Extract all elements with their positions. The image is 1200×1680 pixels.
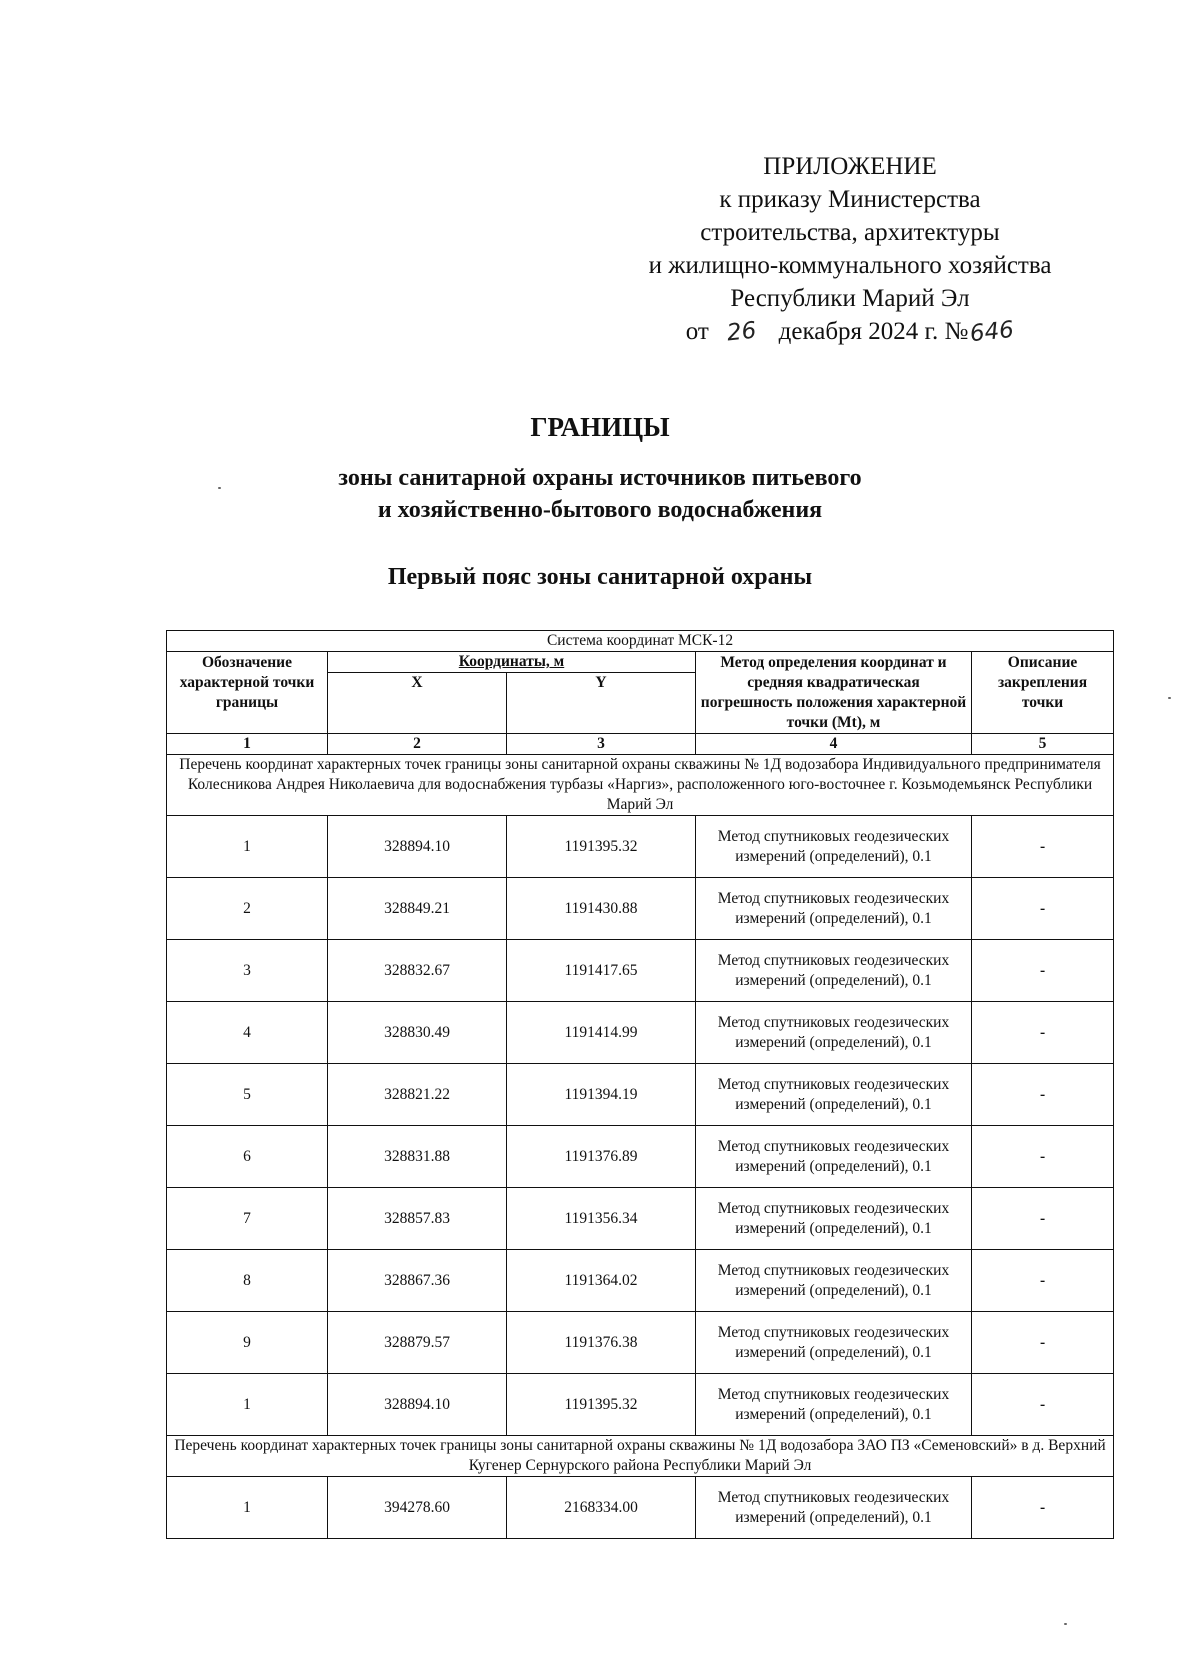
method-cell: Метод спутниковых геодезических измерений (определений), 0.1 xyxy=(696,1374,972,1436)
method-cell: Метод спутниковых геодезических измерений (определений), 0.1 xyxy=(696,1250,972,1312)
point-cell: 1 xyxy=(167,1374,328,1436)
y-coordinate-cell: 1191395.32 xyxy=(507,816,696,878)
method-cell: Метод спутниковых геодезических измерений (определений), 0.1 xyxy=(696,1002,972,1064)
header-coordinates: Координаты, м xyxy=(328,652,696,673)
y-coordinate-cell: 1191394.19 xyxy=(507,1064,696,1126)
description-cell: - xyxy=(972,1188,1114,1250)
point-cell: 6 xyxy=(167,1126,328,1188)
description-cell: - xyxy=(972,940,1114,1002)
column-number-row xyxy=(167,734,1114,755)
y-coordinate-cell: 1191376.89 xyxy=(507,1126,696,1188)
method-cell: Метод спутниковых геодезических измерений (определений), 0.1 xyxy=(696,1477,972,1539)
coord-system-row xyxy=(167,631,1114,652)
x-coordinate-cell: 328867.36 xyxy=(328,1250,507,1312)
date-prefix: от xyxy=(685,318,709,345)
document-title: ГРАНИЦЫ xyxy=(530,412,670,442)
handwritten-day: 26 xyxy=(725,317,758,347)
section-row xyxy=(167,1436,1114,1477)
table-row xyxy=(167,1312,1114,1374)
description-cell: - xyxy=(972,1126,1114,1188)
header-designation: Обозначение характерной точки границы xyxy=(167,652,328,734)
appendix-line-2: строительства, архитектуры xyxy=(700,219,1000,246)
x-coordinate-cell: 328831.88 xyxy=(328,1126,507,1188)
description-cell: - xyxy=(972,1064,1114,1126)
header-method: Метод определения координат и средняя квадратическая погрешность положения характерной точки (Mt), м xyxy=(696,652,972,734)
section-title: Перечень координат характерных точек границы зоны санитарной охраны скважины № 1Д водозабора ЗАО ПЗ «Семеновский» в д. Верхний Кугенер Сернурского района Республики Марий Эл xyxy=(167,1436,1114,1477)
y-coordinate-cell: 1191430.88 xyxy=(507,878,696,940)
table-row xyxy=(167,878,1114,940)
y-coordinate-cell: 1191364.02 xyxy=(507,1250,696,1312)
x-coordinate-cell: 328879.57 xyxy=(328,1312,507,1374)
method-cell: Метод спутниковых геодезических измерений (определений), 0.1 xyxy=(696,816,972,878)
section-row xyxy=(167,755,1114,816)
document-subtitle xyxy=(0,462,1200,526)
y-coordinate-cell: 1191356.34 xyxy=(507,1188,696,1250)
table-row xyxy=(167,1126,1114,1188)
x-coordinate-cell: 328832.67 xyxy=(328,940,507,1002)
description-cell: - xyxy=(972,1477,1114,1539)
method-cell: Метод спутниковых геодезических измерений (определений), 0.1 xyxy=(696,1126,972,1188)
description-cell: - xyxy=(972,1312,1114,1374)
appendix-block xyxy=(590,150,1110,349)
point-cell: 3 xyxy=(167,940,328,1002)
method-cell: Метод спутниковых геодезических измерений (определений), 0.1 xyxy=(696,1188,972,1250)
point-cell: 9 xyxy=(167,1312,328,1374)
appendix-line-1: к приказу Министерства xyxy=(719,186,981,213)
description-cell: - xyxy=(972,878,1114,940)
y-coordinate-cell: 1191376.38 xyxy=(507,1312,696,1374)
column-number: 3 xyxy=(507,734,696,755)
section-title: Перечень координат характерных точек границы зоны санитарной охраны скважины № 1Д водозабора Индивидуального предпринимателя Колесникова Андрея Николаевича для водоснабжения турбазы «Наргиз», расположенного юго-восточнее г. Козьмодемьянск Республики Марий Эл xyxy=(167,755,1114,816)
y-coordinate-cell: 1191414.99 xyxy=(507,1002,696,1064)
header-x: X xyxy=(328,673,507,734)
table-row xyxy=(167,1250,1114,1312)
table-row xyxy=(167,1477,1114,1539)
method-cell: Метод спутниковых геодезических измерений (определений), 0.1 xyxy=(696,878,972,940)
section-heading: Первый пояс зоны санитарной охраны xyxy=(387,564,813,590)
y-coordinate-cell: 1191395.32 xyxy=(507,1374,696,1436)
handwritten-order-number: 646 xyxy=(969,316,1016,348)
column-number: 1 xyxy=(167,734,328,755)
header-y: Y xyxy=(507,673,696,734)
coord-system-label: Система координат МСК-12 xyxy=(167,631,1114,652)
x-coordinate-cell: 328857.83 xyxy=(328,1188,507,1250)
point-cell: 8 xyxy=(167,1250,328,1312)
date-rest: декабря 2024 г. № xyxy=(778,318,969,345)
appendix-line-3: и жилищно-коммунального хозяйства xyxy=(648,252,1052,279)
x-coordinate-cell: 328894.10 xyxy=(328,816,507,878)
description-cell: - xyxy=(972,1250,1114,1312)
table-row xyxy=(167,1374,1114,1436)
method-cell: Метод спутниковых геодезических измерений (определений), 0.1 xyxy=(696,940,972,1002)
table-row xyxy=(167,816,1114,878)
appendix-line-4: Республики Марий Эл xyxy=(730,285,970,312)
y-coordinate-cell: 2168334.00 xyxy=(507,1477,696,1539)
scan-speck xyxy=(1168,697,1171,699)
header-description: Описание закрепления точки xyxy=(972,652,1114,734)
point-cell: 4 xyxy=(167,1002,328,1064)
scan-speck xyxy=(218,487,221,489)
point-cell: 1 xyxy=(167,1477,328,1539)
x-coordinate-cell: 328821.22 xyxy=(328,1064,507,1126)
x-coordinate-cell: 394278.60 xyxy=(328,1477,507,1539)
point-cell: 2 xyxy=(167,878,328,940)
description-cell: - xyxy=(972,816,1114,878)
appendix-title: ПРИЛОЖЕНИЕ xyxy=(763,153,937,180)
subtitle-line-2: и хозяйственно-бытового водоснабжения xyxy=(377,497,823,523)
method-cell: Метод спутниковых геодезических измерений (определений), 0.1 xyxy=(696,1312,972,1374)
table-row xyxy=(167,1002,1114,1064)
x-coordinate-cell: 328849.21 xyxy=(328,878,507,940)
point-cell: 5 xyxy=(167,1064,328,1126)
method-cell: Метод спутниковых геодезических измерений (определений), 0.1 xyxy=(696,1064,972,1126)
description-cell: - xyxy=(972,1002,1114,1064)
column-number: 4 xyxy=(696,734,972,755)
column-number: 5 xyxy=(972,734,1114,755)
point-cell: 7 xyxy=(167,1188,328,1250)
y-coordinate-cell: 1191417.65 xyxy=(507,940,696,1002)
point-cell: 1 xyxy=(167,816,328,878)
order-date-line xyxy=(590,315,1110,349)
subtitle-line-1: зоны санитарной охраны источников питьевого xyxy=(338,465,862,491)
table-row xyxy=(167,1188,1114,1250)
header-row-1 xyxy=(167,652,1114,673)
column-number: 2 xyxy=(328,734,507,755)
coordinates-table xyxy=(166,630,1114,1539)
x-coordinate-cell: 328894.10 xyxy=(328,1374,507,1436)
table-row xyxy=(167,1064,1114,1126)
description-cell: - xyxy=(972,1374,1114,1436)
scan-speck xyxy=(1064,1623,1067,1625)
x-coordinate-cell: 328830.49 xyxy=(328,1002,507,1064)
table-row xyxy=(167,940,1114,1002)
